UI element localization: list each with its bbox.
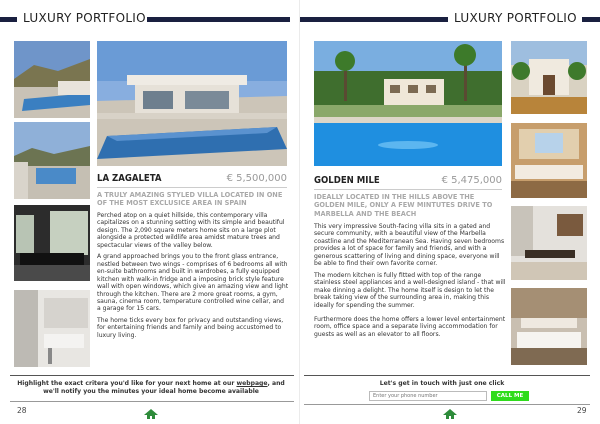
description-paragraph: A grand approached brings you to the front glass entrance, nestled between two wings - comprises of 6 bedrooms all with en-suite bathrooms and built in wardrobes, a fully equipped kitchen with walk-in fridge and a imposing brick style feature wall with open windows, which give an amazing view and light through the kitchen. There are 2 more great rooms, a gym, sauna, cinema room, temperature controlled wine cellar, and a garage for 15 cars. (97, 253, 289, 313)
description-paragraph: Perched atop on a quiet hillside, this contemporary villa capitalizes on a stunning setting with its simple and beautiful design. The 2,090 square meters home sits on a large plot alongside a protected wildlife area amidst mature trees and spectacular views of the valley below. (97, 212, 285, 249)
header-bar (582, 17, 600, 22)
webpage-notice (12, 380, 290, 396)
description-paragraph: The home ticks every box for privacy and outstanding views, for entertaining friends and family and being accustomed to luxury living. (97, 316, 284, 339)
property-name: GOLDEN MILE (314, 175, 380, 186)
footer-divider (10, 401, 294, 402)
right-page (300, 0, 600, 424)
page-number: 29 (577, 406, 587, 415)
property-tagline: IDEALLY LOCATED IN THE HILLS ABOVE THE GOLDEN MILE, ONLY A FEW MINTUTES DRIVE TO MARBELLA AND THE BEACH (314, 193, 493, 218)
phone-number-input[interactable] (369, 391, 487, 401)
header-title: LUXURY PORTFOLIO (454, 11, 577, 25)
brand-logo-icon (144, 409, 158, 419)
header-bar (0, 17, 17, 22)
description-paragraph: This very impressive South-facing villa sits in a gated and secure community, with a beautiful view of the Marbella coastline and the Mediterranean Sea. Having seven bedrooms provides a lot of space for family and friends, and with a generous scattering of living and dining space, everyone will be able to find their own favorite corner. (314, 223, 505, 268)
notice-text-end: , and we'll notify you the minutes your ideal home become available (43, 380, 285, 395)
villa-pool-photo (14, 41, 90, 118)
golden-mile-villa-photo (314, 41, 502, 166)
page-number: 28 (17, 406, 27, 415)
footer-divider (304, 404, 590, 405)
entrance-courtyard-photo (511, 41, 587, 114)
title-divider (314, 189, 502, 190)
description-paragraph: Furthermore does the home offers a lower level entertainment room, office space and a separate living accommodation for guests as well as an elevator to all floors. (314, 315, 506, 338)
dining-room-photo (511, 206, 587, 280)
brand-logo-icon (443, 409, 457, 419)
notice-text-start: Highlight the exact critera you'd like for your next home at our (17, 380, 237, 387)
property-price: € 5,475,000 (441, 175, 502, 186)
property-tagline: A TRULY AMAZING STYLED VILLA LOCATED IN ONE OF THE MOST EXCLUSICE AREA IN SPAIN (97, 191, 283, 208)
description-paragraph: The modern kitchen is fully fitted with top of the range stainless steel appliances and a well-designed island - that will make dinning a delight. The home itself is design to let the break taking view of the surrounding area in, making this ideally for spending the summer. (314, 271, 506, 309)
property-description (97, 212, 289, 343)
infinity-pool-photo (14, 122, 90, 199)
living-room-photo (511, 123, 587, 198)
modern-kitchen-photo (511, 288, 587, 365)
la-zagaleta-villa-photo (97, 41, 287, 166)
title-divider (97, 187, 287, 188)
header-title: LUXURY PORTFOLIO (23, 11, 146, 25)
footer-divider (304, 375, 590, 376)
bathroom-interior-photo (14, 290, 90, 367)
webpage-link[interactable]: webpage (236, 380, 268, 387)
footer-divider (10, 375, 294, 376)
call-me-button[interactable]: CALL ME (491, 391, 529, 401)
property-name: LA ZAGALETA (97, 173, 162, 184)
property-description (314, 223, 506, 342)
contact-cta: Let's get in touch with just one click (379, 380, 505, 387)
header-bar (147, 17, 290, 22)
property-price: € 5,500,000 (226, 173, 287, 184)
header-bar (300, 17, 448, 22)
kitchen-interior-photo (14, 205, 90, 281)
